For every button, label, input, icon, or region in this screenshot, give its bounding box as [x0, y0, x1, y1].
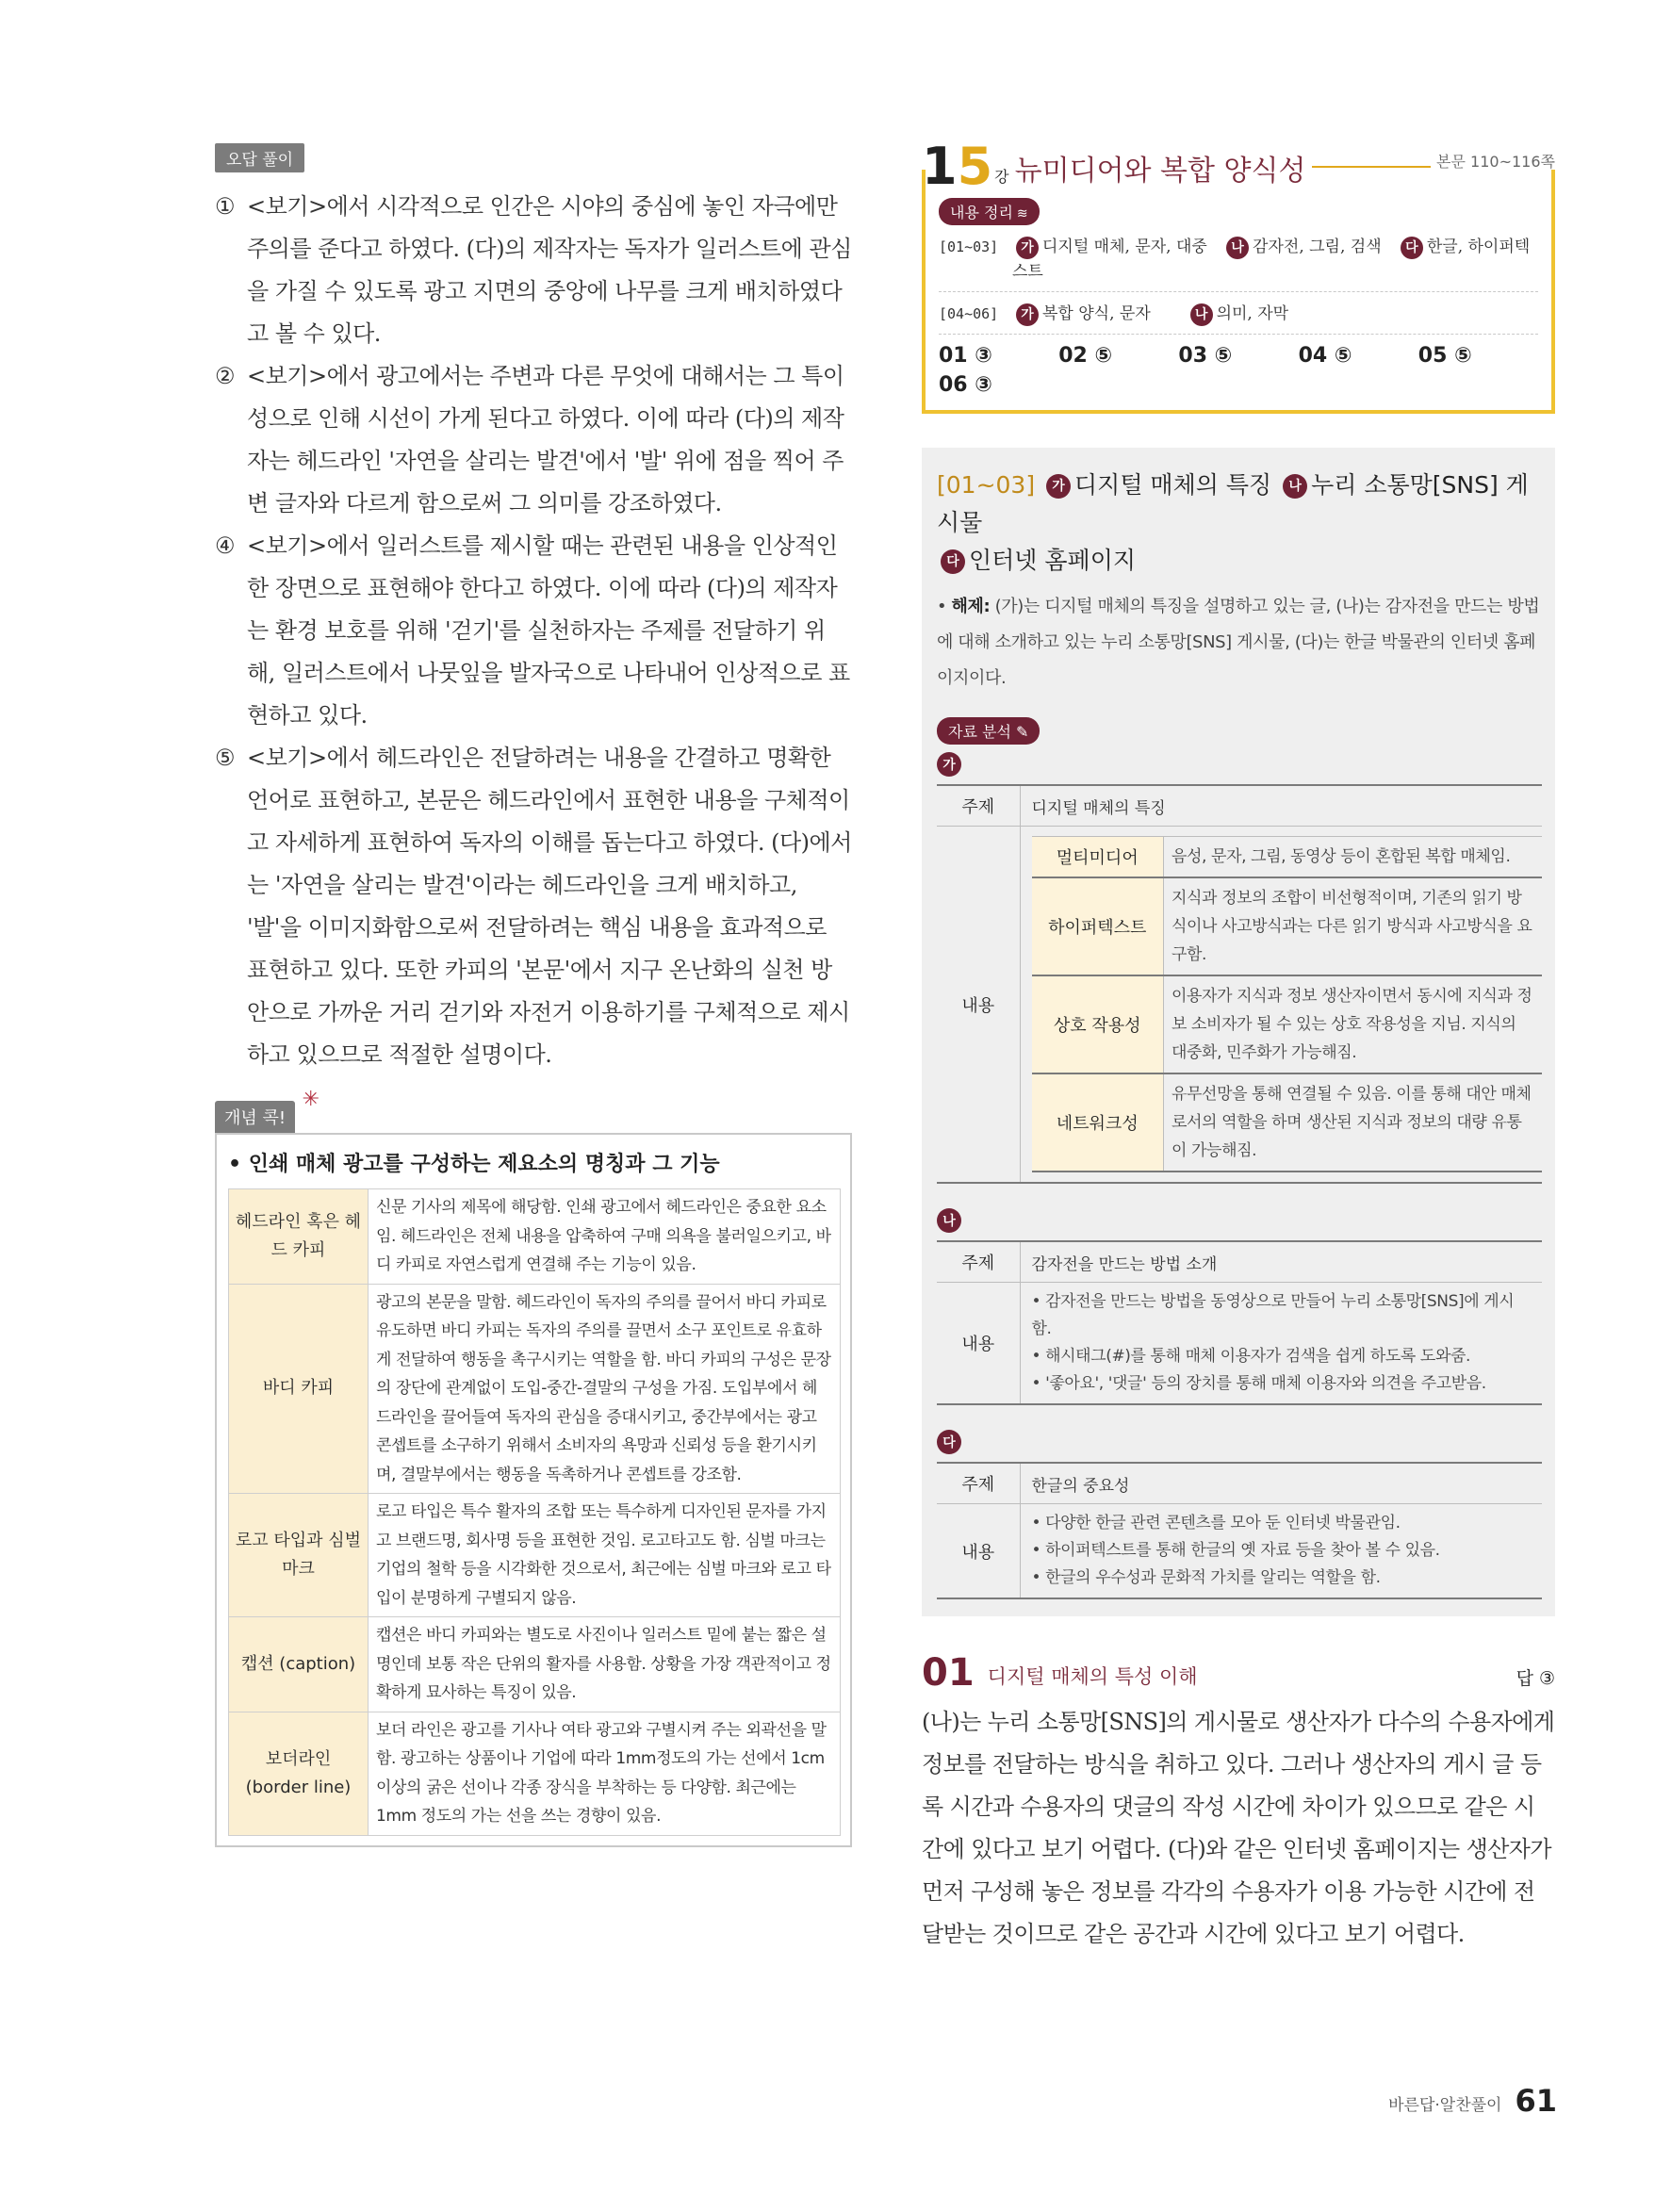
row-desc: 캡션은 바디 카피와는 별도로 사진이나 일러스트 밑에 붙는 짧은 설명인데 보통 작은 단위의 활자를 사용함. 상황을 가장 객관적이고 정확하게 묘사하는 특징이 있음.: [369, 1617, 841, 1712]
row-head: 로고 타입과 심벌 마크: [229, 1494, 369, 1617]
explanation-item: [215, 186, 852, 355]
mark-badge: 다: [1401, 237, 1423, 259]
inner-table: [1032, 836, 1543, 1172]
summary-text: 복합 양식, 문자: [1042, 304, 1151, 323]
left-column: [215, 143, 852, 1847]
section-da: [937, 1430, 1542, 1454]
bullet-list: [1020, 1283, 1542, 1405]
mark-badge: 나: [937, 1208, 961, 1233]
theme-key: 주제: [937, 785, 1020, 827]
concept-tag: [215, 1088, 320, 1133]
feature-desc: 이용자가 지식과 정보 생산자이면서 동시에 지식과 정보 소비자가 될 수 있는 상호 작용성을 지님. 지식의 대중화, 민주화가 가능해짐.: [1164, 975, 1543, 1073]
feature-key: 상호 작용성: [1032, 975, 1164, 1073]
summary-row: [939, 235, 1538, 284]
analysis-title-text: 디지털 매체의 특징: [1074, 471, 1272, 499]
footer-text: 바른답·알찬풀이: [1388, 2096, 1502, 2115]
table-row: [937, 1283, 1542, 1405]
summary-label-text: 내용 정리: [950, 204, 1013, 221]
explanation-item: [215, 355, 852, 525]
summary-box: [922, 170, 1555, 414]
wrong-answer-tag: 오답 풀이: [215, 143, 304, 172]
analysis-title-text: 누리 소통망[SNS] 게시물: [937, 471, 1529, 536]
concept-table: [228, 1188, 841, 1836]
table-row: [229, 1284, 841, 1494]
summary-text: 한글, 하이퍼텍스트: [1012, 238, 1531, 281]
spark-icon: ✳: [302, 1088, 320, 1111]
item-number: ⑤: [215, 745, 236, 771]
theme-key: 주제: [937, 1463, 1020, 1504]
row-desc: 보더 라인은 광고를 기사나 여타 광고와 구별시켜 주는 외곽선을 말함. 광고하는 상품이나 기업에 따라 1mm정도의 가는 선에서 1cm이상의 굵은 선이나 각종 장식을 부착하는 등 다양함. 최근에는 1mm 정도의 가는 선을 쓰는 경향이 있음.: [369, 1712, 841, 1835]
table-row: [229, 1189, 841, 1285]
row-head: 캡션 (caption): [229, 1617, 369, 1712]
lesson-number: [922, 137, 993, 196]
mark-badge: 가: [1016, 303, 1039, 326]
bullet-list: [1020, 1504, 1542, 1599]
table-row: [229, 1494, 841, 1617]
summary-text: 의미, 자막: [1216, 304, 1289, 323]
answer-item: 06 ③: [939, 373, 992, 397]
mark-badge: 다: [937, 1430, 961, 1454]
mark-badge: 가: [1046, 474, 1071, 499]
haeje: • 해제: (가)는 디지털 매체의 특징을 설명하고 있는 글, (나)는 감자전을 만드는 방법에 대해 소개하고 있는 누리 소통망[SNS] 게시물, (다)는 한글 박물관의 인터넷 홈페이지이다.: [937, 597, 1540, 688]
data-analysis-label: [937, 717, 1040, 745]
bullet-item: • '좋아요', '댓글' 등의 장치를 통해 매체 이용자와 의견을 주고받음.: [1031, 1374, 1486, 1393]
summary-range: [04~06]: [939, 305, 999, 322]
lesson-gang: 강: [994, 168, 1009, 186]
right-column: [922, 138, 1555, 1956]
theme-value: 감자전을 만드는 방법 소개: [1020, 1241, 1542, 1283]
row-head: 헤드라인 혹은 헤드 카피: [229, 1189, 369, 1285]
table-row: [1032, 877, 1543, 975]
table-row: [229, 1712, 841, 1835]
lesson-header: [922, 137, 1555, 196]
lesson-number-a: 1: [922, 137, 958, 196]
concept-tag-label: 개념 콕!: [224, 1108, 287, 1128]
question-header: [922, 1651, 1555, 1695]
row-head: 바디 카피: [229, 1284, 369, 1494]
theme-key: 주제: [937, 1241, 1020, 1283]
summary-items: [1012, 302, 1538, 326]
pencil-icon: ✎: [1016, 723, 1029, 741]
page-number: 61: [1515, 2083, 1557, 2119]
bullet-item: • 한글의 우수성과 문화적 가치를 알리는 역할을 함.: [1031, 1568, 1381, 1587]
question-explanation: (나)는 누리 소통망[SNS]의 게시물로 생산자가 다수의 수용자에게 정보를 전달하는 방식을 취하고 있다. 그러나 생산자의 게시 글 등록 시간과 수용자의 댓글의 작성 시간에 차이가 있으므로 같은 시간에 있다고 보기 어렵다. (다)와 같은 인터넷 홈페이지는 생산자가 먼저 구성해 놓은 정보를 각각의 수용자가 이용 가능한 시간에 전달받는 것이므로 같은 공간과 시간에 있다고 보기 어렵다.: [922, 1709, 1555, 1947]
question-number: 01: [922, 1651, 975, 1695]
analysis-panel: [922, 448, 1555, 1616]
row-desc: 광고의 본문을 말함. 헤드라인이 독자의 주의를 끌어서 바디 카피로 유도하면 바디 카피는 독자의 주의를 끌면서 소구 포인트로 유효하게 전달하여 행동을 촉구시키는 역할을 함. 바디 카피의 구성은 문장의 장단에 관계없이 도입-중간-결말의 구성을 가짐. 도입부에서 헤드라인을 끌어들여 독자의 관심을 증대시키고, 중간부에서는 광고 콘셉트를 소구하기 위해서 소비자의 욕망과 신뢰성 등을 환기시키며, 결말부에서는 행동을 독촉하거나 콘셉트를 강조함.: [369, 1284, 841, 1494]
table-row: [937, 1504, 1542, 1599]
explanation-list: [215, 186, 852, 1076]
analysis-table-da: [937, 1462, 1542, 1599]
theme-value: 한글의 중요성: [1020, 1463, 1542, 1504]
content-key: 내용: [937, 1283, 1020, 1405]
mark-badge: 가: [1016, 237, 1039, 259]
haeje-label: 해제:: [951, 597, 991, 616]
bullet-item: • 해시태그(#)를 통해 매체 이용자가 검색을 쉽게 하도록 도와줌.: [1031, 1347, 1470, 1366]
mark-badge: 나: [1190, 303, 1213, 326]
haeje-text: (가)는 디지털 매체의 특징을 설명하고 있는 글, (나)는 감자전을 만드는 방법에 대해 소개하고 있는 누리 소통망[SNS] 게시물, (다)는 한글 박물관의 인터넷 홈페이지이다.: [937, 597, 1540, 688]
section-ga: [937, 752, 1542, 777]
feature-key: 하이퍼텍스트: [1032, 877, 1164, 975]
item-number: ①: [215, 193, 236, 220]
data-analysis-text: 자료 분석: [948, 723, 1011, 741]
concept-title: • 인쇄 매체 광고를 구성하는 제요소의 명칭과 그 기능: [228, 1153, 720, 1176]
bullet-item: • 다양한 한글 관련 콘텐츠를 모아 둔 인터넷 박물관임.: [1031, 1514, 1401, 1532]
bullet-item: • 감자전을 만드는 방법을 동영상으로 만들어 누리 소통망[SNS]에 게시함.: [1031, 1292, 1515, 1338]
row-head: 보더라인 (border line): [229, 1712, 369, 1835]
summary-row: [939, 302, 1538, 326]
table-row: [1032, 1073, 1543, 1172]
analysis-table-ga: [937, 784, 1542, 1184]
bullet-item: • 하이퍼텍스트를 통해 한글의 옛 자료 등을 찾아 볼 수 있음.: [1031, 1541, 1440, 1560]
question-answer: 답 ③: [1516, 1668, 1555, 1689]
mark-badge: 다: [941, 549, 965, 574]
summary-text: 디지털 매체, 문자, 대중: [1042, 238, 1207, 256]
feature-key: 네트워크성: [1032, 1073, 1164, 1172]
divider: [939, 334, 1538, 335]
analysis-table-na: [937, 1240, 1542, 1405]
analysis-range: [01~03]: [937, 471, 1036, 499]
item-text: <보기>에서 광고에서는 주변과 다른 무엇에 대해서는 그 특이성으로 인해 시선이 가게 된다고 하였다. 이에 따라 (다)의 제작자는 헤드라인 '자연을 살리는 발견'에서 '발' 위에 점을 찍어 주변 글자와 다르게 함으로써 그 의미를 강조하였다.: [247, 363, 844, 516]
row-desc: 신문 기사의 제목에 해당함. 인쇄 광고에서 헤드라인은 중요한 요소임. 헤드라인은 전체 내용을 압축하여 구매 의욕을 불러일으키고, 바디 카피로 자연스럽게 연결해 주는 기능이 있음.: [369, 1189, 841, 1285]
scroll-icon: ≋: [1016, 206, 1028, 221]
divider: [939, 291, 1538, 292]
feature-desc: 음성, 문자, 그림, 동영상 등이 혼합된 복합 매체임.: [1164, 837, 1543, 878]
item-number: ②: [215, 363, 236, 389]
item-text: <보기>에서 헤드라인은 전달하려는 내용을 간결하고 명확한 언어로 표현하고, 본문은 헤드라인에서 표현한 내용을 구체적이고 자세하게 표현하여 독자의 이해를 돕는다고 하였다. (다)에서는 '자연을 살리는 발견'이라는 헤드라인을 크게 배치하고, '발'을 이미지화함으로써 전달하려는 핵심 내용을 효과적으로 표현하고 있다. 또한 카피의 '본문'에서 지구 온난화의 실천 방안으로 가까운 거리 걷기와 자전거 이용하기를 구체적으로 제시하고 있으므로 적절한 설명이다.: [247, 745, 852, 1068]
table-row: [1032, 975, 1543, 1073]
content-key: 내용: [937, 827, 1020, 1184]
row-desc: 로고 타입은 특수 활자의 조합 또는 특수하게 디자인된 문자를 가지고 브랜드명, 회사명 등을 표현한 것임. 로고타고도 함. 심벌 마크는 기업의 철학 등을 시각화한 것으로서, 최근에는 심벌 마크와 로고 타입이 분명하게 구별되지 않음.: [369, 1494, 841, 1617]
question-title: 디지털 매체의 특성 이해: [987, 1665, 1198, 1688]
content-key: 내용: [937, 1504, 1020, 1599]
mark-badge: 나: [1226, 237, 1249, 259]
lesson-page-ref: 본문 110~116쪽: [1436, 153, 1555, 171]
lesson-title: 뉴미디어와 복합 양식성: [1014, 155, 1306, 188]
summary-text: 감자전, 그림, 검색: [1253, 238, 1382, 256]
mark-badge: 나: [1283, 474, 1307, 499]
table-row: [937, 1463, 1542, 1504]
feature-desc: 유무선망을 통해 연결될 수 있음. 이를 통해 대안 매체로서의 역할을 하며 생산된 지식과 정보의 대량 유통이 가능해짐.: [1164, 1073, 1543, 1172]
page-footer: [1388, 2083, 1557, 2119]
table-row: [937, 785, 1542, 827]
analysis-title-text: 인터넷 홈페이지: [969, 547, 1136, 574]
feature-desc: 지식과 정보의 조합이 비선형적이며, 기존의 읽기 방식이나 사고방식과는 다른 읽기 방식과 사고방식을 요구함.: [1164, 877, 1543, 975]
table-row: [229, 1617, 841, 1712]
table-row: [937, 827, 1542, 1184]
concept-content: [215, 1133, 852, 1847]
lesson-number-b: 5: [957, 137, 993, 196]
summary-label: [939, 198, 1040, 225]
answer-item: 03 ⑤: [1178, 344, 1233, 368]
answer-item: 04 ⑤: [1298, 344, 1352, 368]
item-text: <보기>에서 일러스트를 제시할 때는 관련된 내용을 인상적인 한 장면으로 표현해야 한다고 하였다. 이에 따라 (다)의 제작자는 환경 보호를 위해 '걷기'를 실천하자는 주제를 전달하기 위해, 일러스트에서 나뭇잎을 발자국으로 나타내어 인상적으로 표현하고 있다.: [247, 533, 850, 729]
answer-item: 02 ⑤: [1058, 344, 1113, 368]
feature-key: 멀티미디어: [1032, 837, 1164, 878]
answer-item: 01 ③: [939, 344, 992, 368]
analysis-title: [937, 467, 1542, 580]
explanation-item: [215, 525, 852, 737]
divider: [1312, 166, 1432, 168]
table-row: [937, 1241, 1542, 1283]
section-na: [937, 1208, 1542, 1233]
theme-value: 디지털 매체의 특징: [1020, 785, 1542, 827]
answer-item: 05 ⑤: [1417, 344, 1472, 368]
mark-badge: 가: [937, 752, 961, 777]
explanation-item: [215, 737, 852, 1076]
table-row: [1032, 837, 1543, 878]
concept-box: [215, 1088, 852, 1847]
summary-items: [1012, 235, 1538, 284]
item-text: <보기>에서 시각적으로 인간은 시야의 중심에 놓인 자극에만 주의를 준다고 하였다. (다)의 제작자는 독자가 일러스트에 관심을 가질 수 있도록 광고 지면의 중앙에 나무를 크게 배치하였다고 볼 수 있다.: [247, 193, 852, 347]
answer-grid: [939, 344, 1538, 397]
summary-range: [01~03]: [939, 238, 999, 255]
item-number: ④: [215, 533, 236, 559]
